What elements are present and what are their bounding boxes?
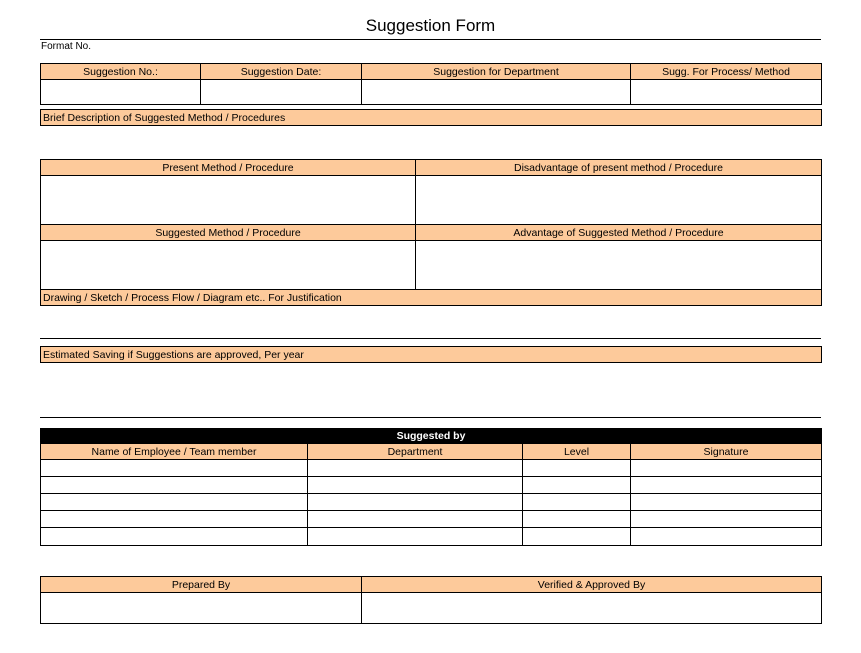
table-row[interactable] [630, 493, 822, 511]
drawing-header: Drawing / Sketch / Process Flow / Diagram etc.. For Justification [40, 289, 822, 306]
saving-header: Estimated Saving if Suggestions are approved, Per year [40, 346, 822, 363]
table-row[interactable] [40, 459, 308, 477]
title-underline [40, 39, 821, 40]
suggestion-date-field[interactable] [200, 79, 362, 105]
table-row[interactable] [522, 476, 631, 494]
verified-by-field[interactable] [361, 592, 822, 624]
department-header: Department [307, 443, 523, 460]
suggested-method-header: Suggested Method / Procedure [40, 224, 416, 241]
disadvantage-header: Disadvantage of present method / Procedure [415, 159, 822, 176]
brief-description-header: Brief Description of Suggested Method / Procedures [40, 109, 822, 126]
disadvantage-field[interactable] [415, 175, 822, 225]
present-method-field[interactable] [40, 175, 416, 225]
table-row[interactable] [307, 527, 523, 546]
employee-name-header: Name of Employee / Team member [40, 443, 308, 460]
sugg-process-field[interactable] [630, 79, 822, 105]
advantage-header: Advantage of Suggested Method / Procedure [415, 224, 822, 241]
prepared-by-header: Prepared By [40, 576, 362, 593]
prepared-by-field[interactable] [40, 592, 362, 624]
verified-by-header: Verified & Approved By [361, 576, 822, 593]
table-row[interactable] [40, 476, 308, 494]
table-row[interactable] [630, 459, 822, 477]
table-row[interactable] [630, 476, 822, 494]
suggestion-department-header: Suggestion for Department [361, 63, 631, 80]
suggestion-department-field[interactable] [361, 79, 631, 105]
table-row[interactable] [522, 459, 631, 477]
table-row[interactable] [307, 459, 523, 477]
form-title: Suggestion Form [365, 16, 496, 35]
signature-header: Signature [630, 443, 822, 460]
level-header: Level [522, 443, 631, 460]
format-no-label: Format No. [41, 41, 92, 52]
table-row[interactable] [630, 510, 822, 528]
table-row[interactable] [40, 493, 308, 511]
suggestion-date-header: Suggestion Date: [200, 63, 362, 80]
table-row[interactable] [630, 527, 822, 546]
suggestion-no-header: Suggestion No.: [40, 63, 201, 80]
advantage-field[interactable] [415, 240, 822, 290]
table-row[interactable] [40, 510, 308, 528]
drawing-divider [40, 338, 821, 339]
suggested-method-field[interactable] [40, 240, 416, 290]
suggested-by-heading: Suggested by [40, 428, 822, 444]
present-method-header: Present Method / Procedure [40, 159, 416, 176]
table-row[interactable] [522, 510, 631, 528]
suggestion-no-field[interactable] [40, 79, 201, 105]
table-row[interactable] [307, 476, 523, 494]
sugg-process-header: Sugg. For Process/ Method [630, 63, 822, 80]
saving-divider [40, 417, 821, 418]
table-row[interactable] [522, 527, 631, 546]
table-row[interactable] [522, 493, 631, 511]
table-row[interactable] [40, 527, 308, 546]
table-row[interactable] [307, 510, 523, 528]
table-row[interactable] [307, 493, 523, 511]
